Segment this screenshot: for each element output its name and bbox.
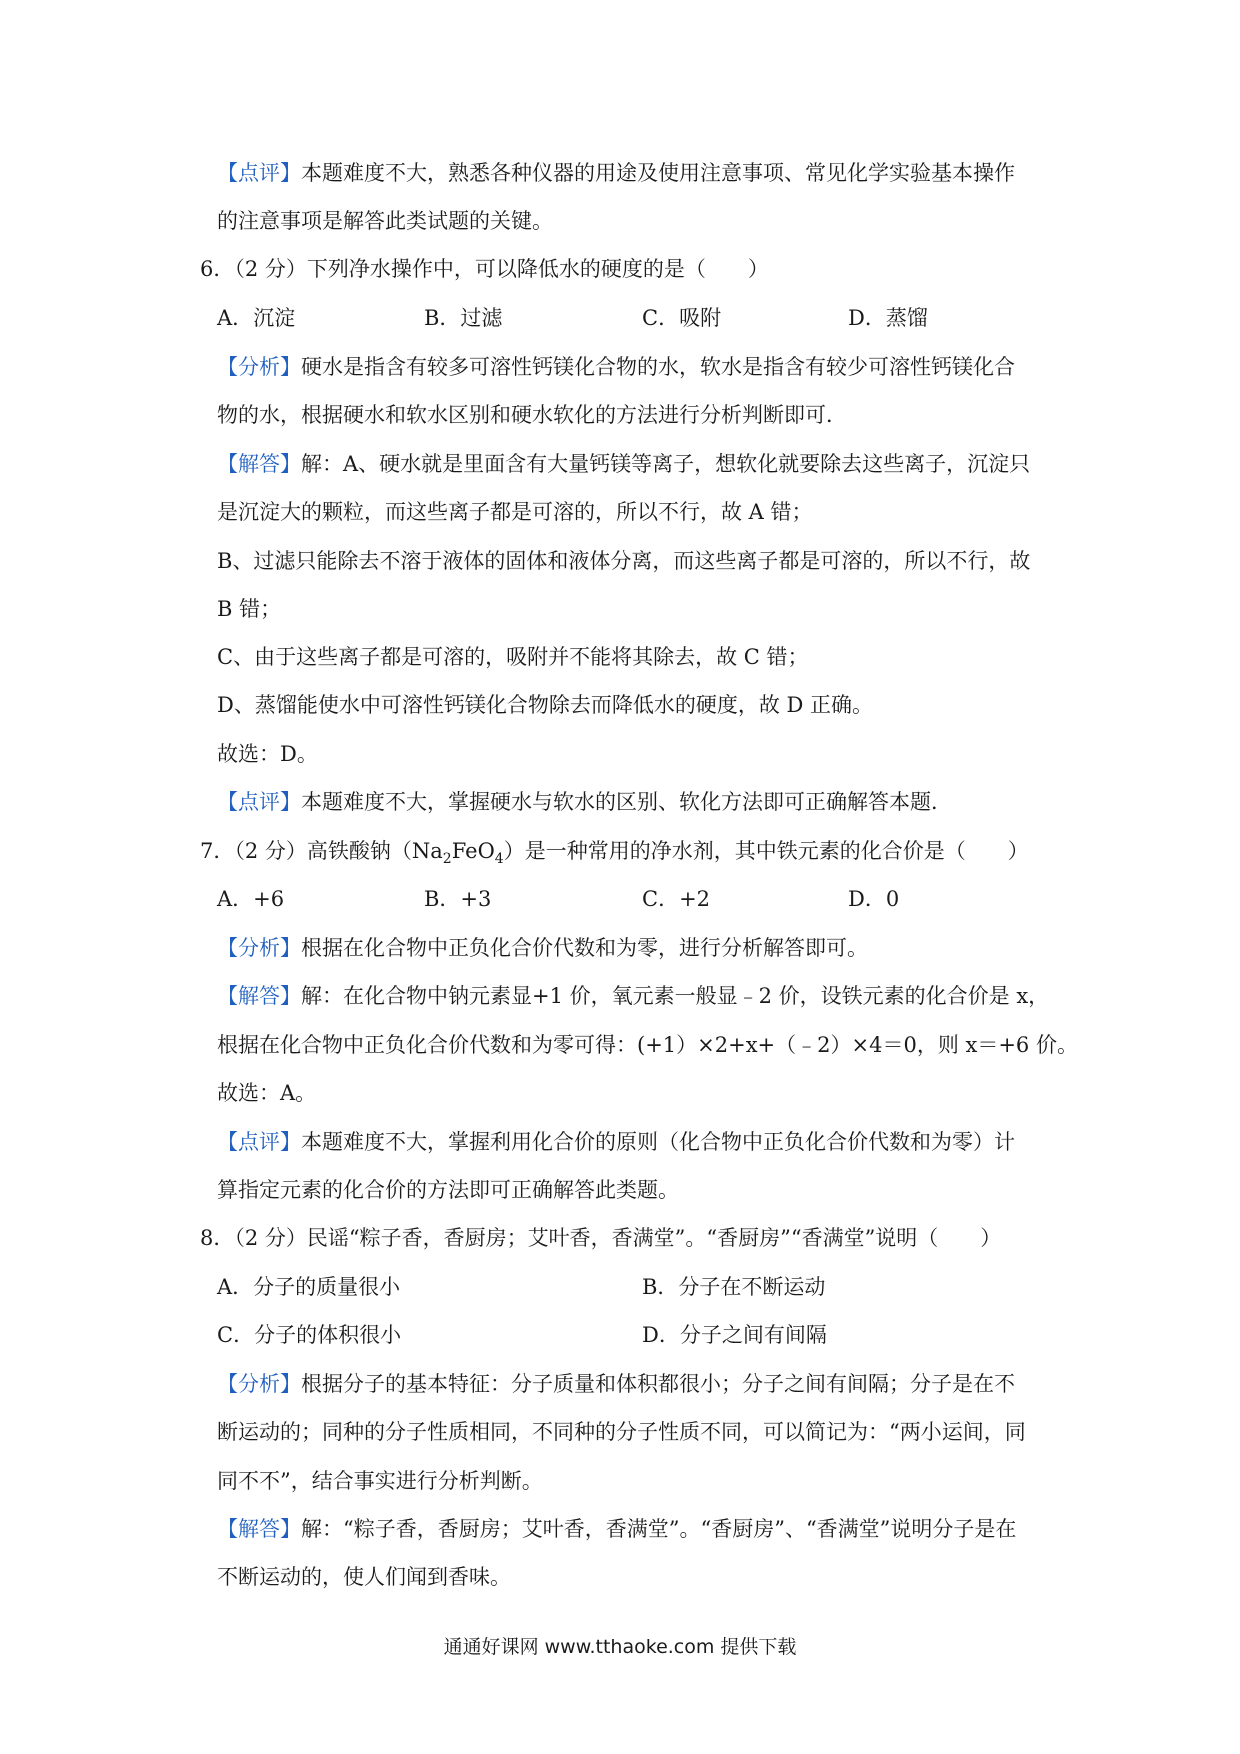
q8-option-b: B．分子在不断运动 (642, 1275, 826, 1299)
analysis-line: 同不不”，结合事实进行分析判断。 (217, 1469, 543, 1493)
q7-option-d: D．0 (848, 887, 900, 911)
q8-option-a: A．分子的质量很小 (217, 1275, 401, 1299)
answer-line: 故选：D。 (217, 742, 318, 766)
question-6-stem: 6．（2 分）下列净水操作中，可以降低水的硬度的是（ ） (200, 257, 769, 281)
stem-part: ）是一种常用的净水剂，其中铁元素的化合价是（ ） (503, 839, 1029, 863)
page-footer: 通通好课网 www.tthaoke.com 提供下载 (443, 1636, 797, 1658)
analysis-tag: 【分析】 (217, 355, 301, 379)
q7-option-c: C．+2 (642, 887, 711, 911)
answer-text: 解：在化合物中钠元素显+1 价，氧元素一般显﹣2 价，设铁元素的化合价是 x， (301, 984, 1050, 1008)
comment-line (217, 1127, 1015, 1157)
q6-option-c: C．吸附 (642, 306, 722, 330)
analysis-line (217, 1369, 1015, 1399)
q7-option-a: A．+6 (217, 887, 285, 911)
analysis-line: 物的水，根据硬水和软水区别和硬水软化的方法进行分析判断即可． (217, 403, 847, 427)
answer-line: D、蒸馏能使水中可溶性钙镁化合物除去而降低水的硬度，故 D 正确。 (217, 693, 874, 717)
q6-option-d: D．蒸馏 (848, 306, 928, 330)
analysis-text: 硬水是指含有较多可溶性钙镁化合物的水，软水是指含有较少可溶性钙镁化合 (301, 355, 1015, 379)
answer-line: 是沉淀大的颗粒，而这些离子都是可溶的，所以不行，故 A 错； (217, 500, 813, 524)
q6-option-a: A．沉淀 (217, 306, 296, 330)
analysis-line (217, 352, 1015, 382)
answer-line: 不断运动的，使人们闻到香味。 (217, 1565, 511, 1589)
question-7-stem (200, 836, 1029, 866)
answer-line: 故选：A。 (217, 1081, 317, 1105)
analysis-tag: 【分析】 (217, 1372, 301, 1396)
q7-option-b: B．+3 (424, 887, 492, 911)
analysis-tag: 【分析】 (217, 936, 301, 960)
question-8-stem: 8．（2 分）民谣“粽子香，香厨房；艾叶香，香满堂”。“香厨房”“香满堂”说明（ ） (200, 1226, 1002, 1250)
analysis-line (217, 933, 868, 963)
comment-text: 本题难度不大，掌握利用化合价的原则（化合物中正负化合价代数和为零）计 (301, 1130, 1015, 1154)
answer-text: 解：“粽子香，香厨房；艾叶香，香满堂”。“香厨房”、“香满堂”说明分子是在 (301, 1517, 1017, 1541)
answer-text: 解：A、硬水就是里面含有大量钙镁等离子，想软化就要除去这些离子，沉淀只 (301, 452, 1031, 476)
q8-option-c: C．分子的体积很小 (217, 1323, 402, 1347)
comment-line: 的注意事项是解答此类试题的关键。 (217, 209, 553, 233)
answer-line (217, 449, 1030, 479)
comment-text: 本题难度不大，熟悉各种仪器的用途及使用注意事项、常见化学实验基本操作 (301, 161, 1015, 185)
comment-line (217, 787, 952, 817)
answer-line: B 错； (217, 597, 282, 621)
answer-tag: 【解答】 (217, 1517, 301, 1541)
comment-tag: 【点评】 (217, 161, 301, 185)
comment-line: 算指定元素的化合价的方法即可正确解答此类题。 (217, 1178, 679, 1202)
answer-line: C、由于这些离子都是可溶的，吸附并不能将其除去，故 C 错； (217, 645, 809, 669)
comment-tag: 【点评】 (217, 1130, 301, 1154)
answer-line (217, 1514, 1016, 1544)
comment-text: 本题难度不大，掌握硬水与软水的区别、软化方法即可正确解答本题． (301, 790, 952, 814)
stem-part: 7．（2 分）高铁酸钠（Na (200, 839, 443, 863)
comment-line (217, 158, 1015, 188)
answer-line: 根据在化合物中正负化合价代数和为零可得：(+1）×2+x+（﹣2）×4＝0，则 x＝+6 价。 (217, 1033, 1078, 1057)
analysis-text: 根据分子的基本特征：分子质量和体积都很小；分子之间有间隔；分子是在不 (301, 1372, 1015, 1396)
answer-tag: 【解答】 (217, 452, 301, 476)
subscript: 4 (494, 851, 504, 868)
analysis-line: 断运动的；同种的分子性质相同，不同种的分子性质不同，可以简记为：“两小运间，同 (217, 1420, 1026, 1444)
comment-tag: 【点评】 (217, 790, 301, 814)
stem-part: FeO (451, 839, 495, 863)
q6-option-b: B．过滤 (424, 306, 503, 330)
q8-option-d: D．分子之间有间隔 (642, 1323, 827, 1347)
analysis-text: 根据在化合物中正负化合价代数和为零，进行分析解答即可。 (301, 936, 868, 960)
answer-tag: 【解答】 (217, 984, 301, 1008)
answer-line (217, 981, 1049, 1011)
subscript: 2 (442, 851, 452, 868)
answer-line: B、过滤只能除去不溶于液体的固体和液体分离，而这些离子都是可溶的，所以不行，故 (217, 549, 1031, 573)
